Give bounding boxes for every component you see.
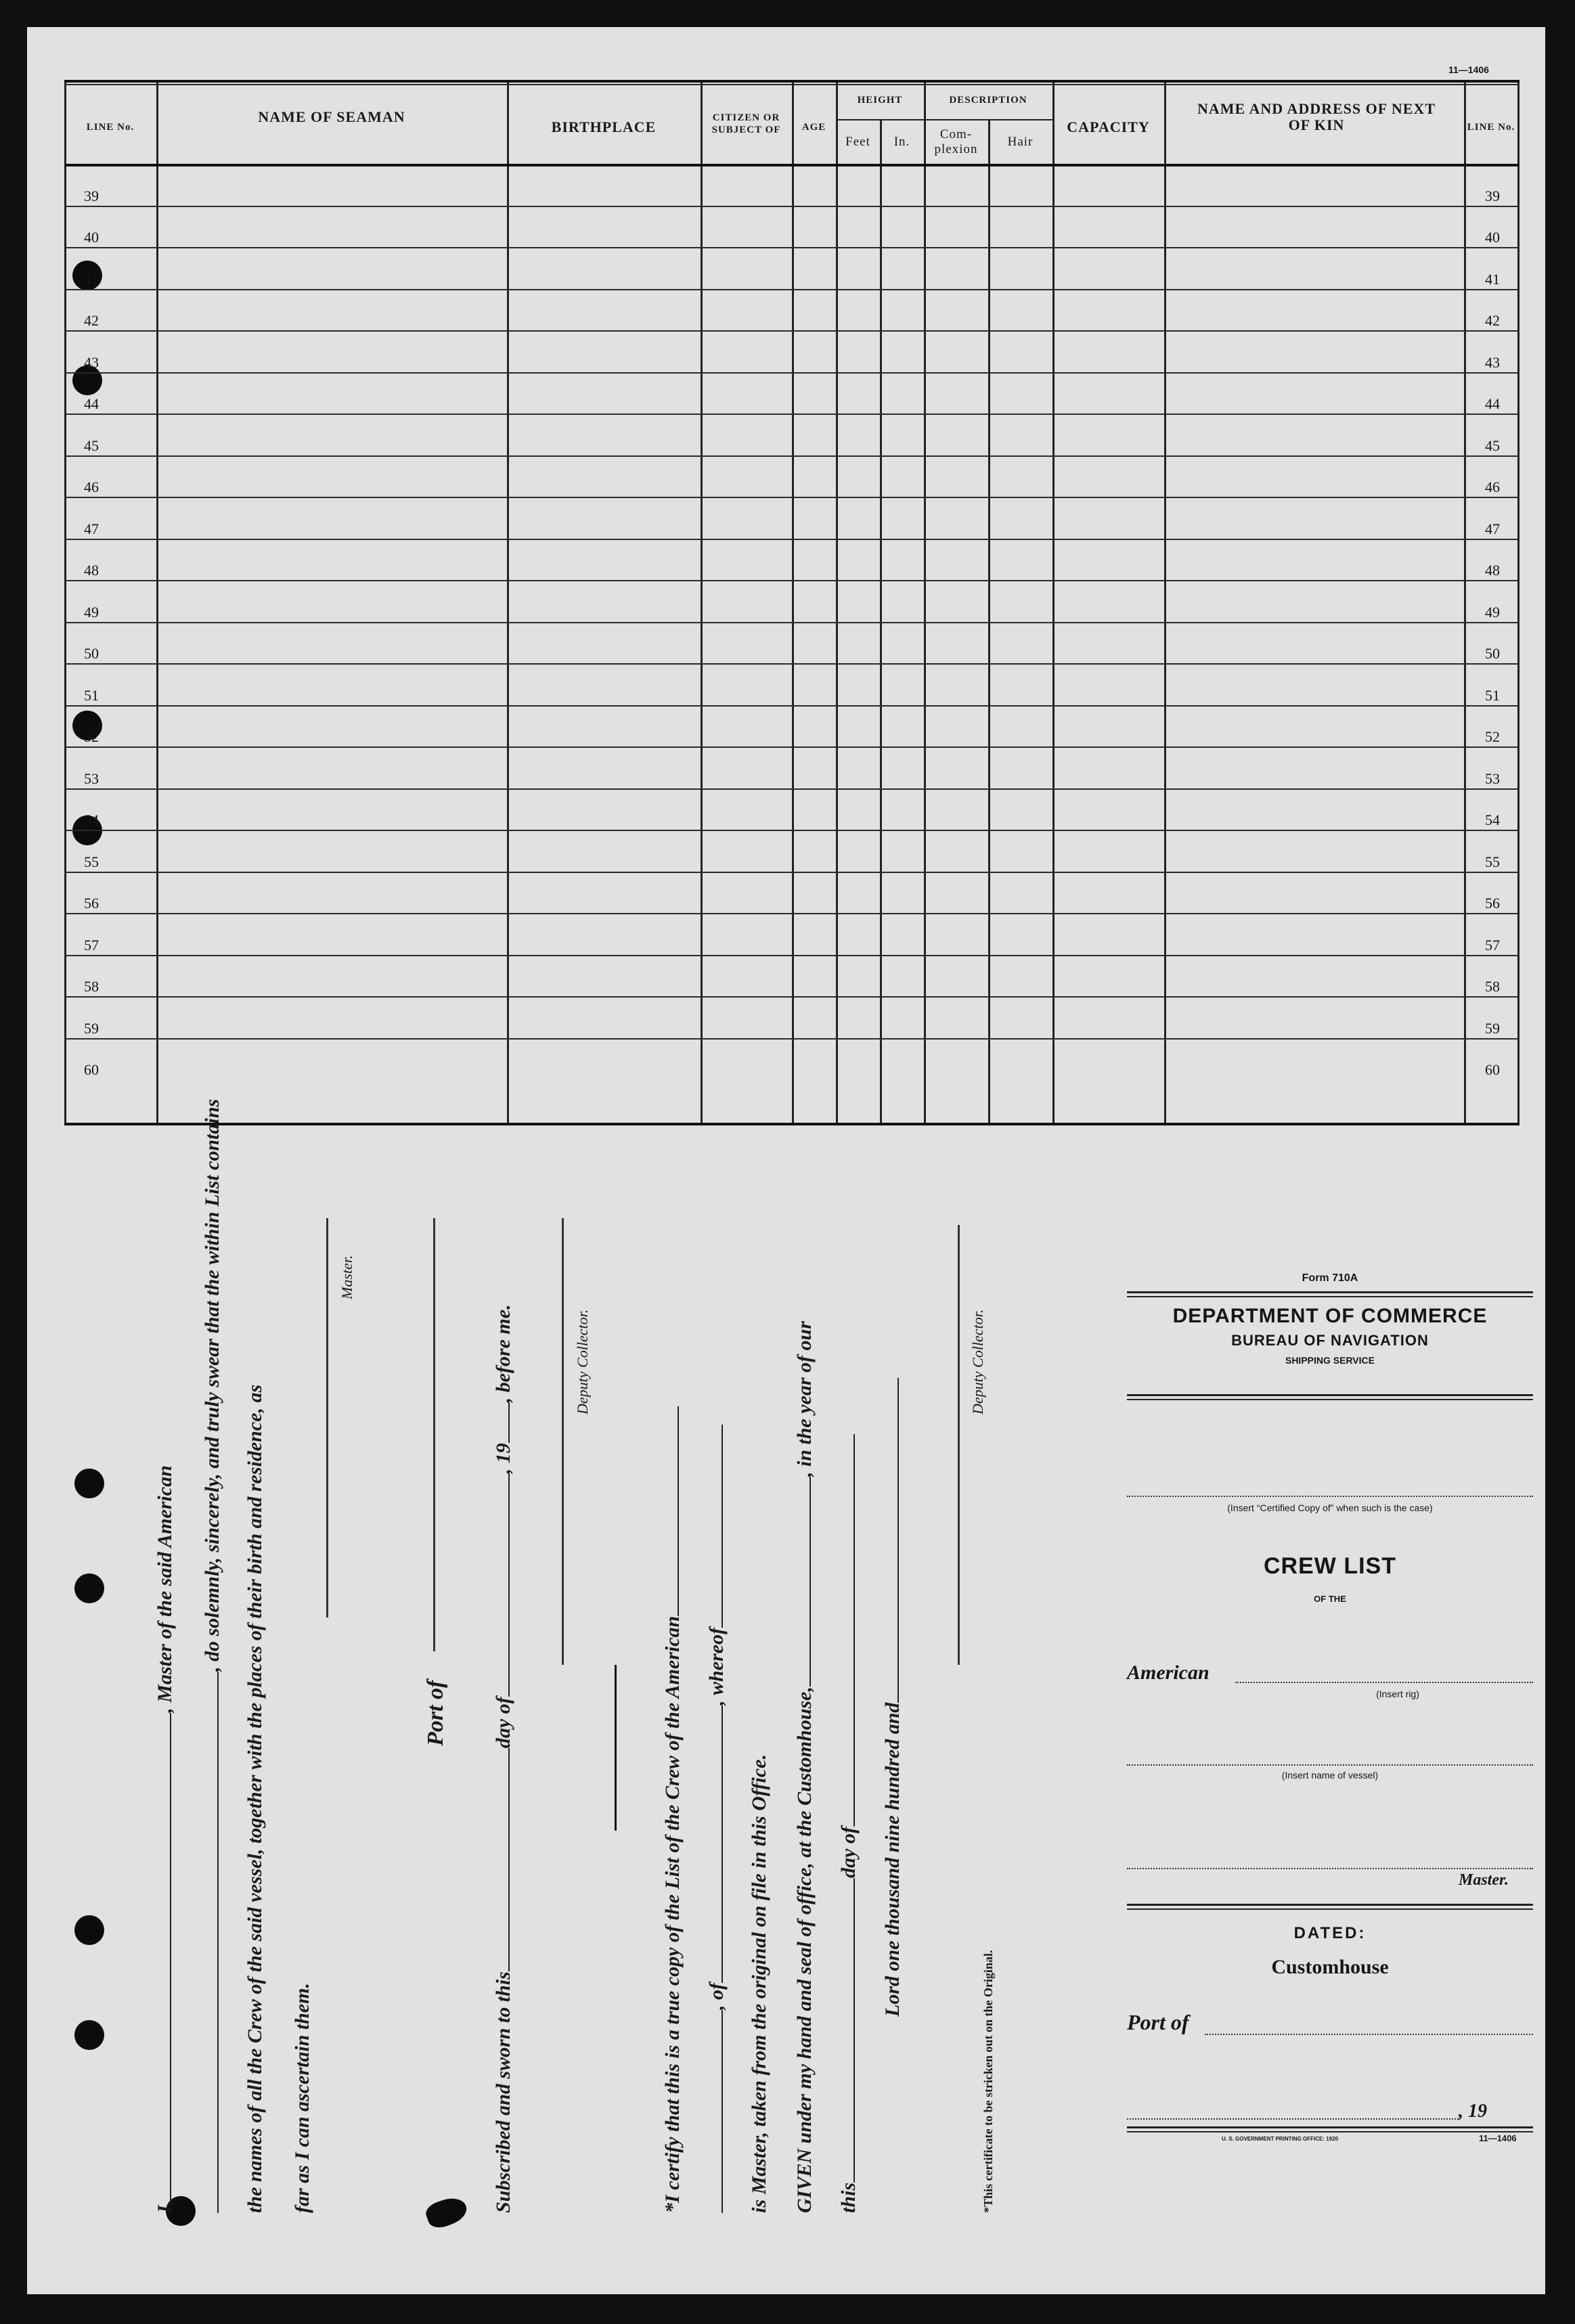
line-number-right: 49 (1485, 603, 1500, 621)
line-number-left: 59 (84, 1019, 99, 1037)
height-header: HEIGHT (857, 95, 903, 106)
line-number-left: 44 (84, 395, 99, 412)
row-rule (64, 580, 1519, 581)
line-number-right: 46 (1485, 478, 1500, 495)
punch-hole (74, 1915, 104, 1945)
row-rule (64, 330, 1519, 332)
row-rule (64, 663, 1519, 665)
ink-blot (423, 2193, 470, 2231)
cover-rig-blank (1235, 1682, 1533, 1683)
line-number-right: 44 (1485, 395, 1500, 412)
deputy-collector-label-1: Deputy Collector. (574, 1309, 591, 1414)
line-number-right: 60 (1485, 1061, 1500, 1078)
line-number-right: 39 (1485, 187, 1500, 204)
line-number-right: 50 (1485, 645, 1500, 662)
row-rule (64, 830, 1519, 831)
master-signature-line (326, 1218, 328, 1617)
cover-rule (1127, 1394, 1533, 1400)
line-number-left: 42 (84, 312, 99, 329)
cover-rule (1127, 1291, 1533, 1297)
capacity-header: CAPACITY (1067, 118, 1150, 135)
row-rule (64, 746, 1519, 748)
line-number-left: 39 (84, 187, 99, 204)
cover-insert-certified: (Insert “Certified Copy of” when such is the case) (1227, 1502, 1433, 1513)
birthplace-header: BIRTHPLACE (551, 118, 657, 135)
row-rule (64, 872, 1519, 873)
line-number-left: 57 (84, 936, 99, 954)
line-number-right: 41 (1485, 270, 1500, 288)
row-rule (64, 455, 1519, 457)
row-rule (64, 955, 1519, 956)
certificate-line-4: GIVEN under my hand and seal of office, at the Customhouse,, in the year of our (793, 1321, 816, 2213)
line-number-right: 40 (1485, 229, 1500, 246)
line-number-right: 55 (1485, 853, 1500, 870)
cover-customhouse: Customhouse (1271, 1956, 1389, 1978)
cover-panel (1113, 1272, 1545, 2172)
row-rule (64, 539, 1519, 540)
row-rule (64, 996, 1519, 998)
certificate-line-5: thisday of (836, 1434, 860, 2213)
line-number-left: 46 (84, 478, 99, 495)
row-rule (64, 913, 1519, 914)
certificate-footnote: *This certificate to be stricken out on the Original. (981, 1950, 995, 2213)
line-number-left: 56 (84, 895, 99, 912)
row-rule (64, 1038, 1519, 1040)
line-number-left: 58 (84, 978, 99, 995)
punch-hole (74, 2020, 104, 2050)
line-no-header-right: LINE No. (1467, 122, 1515, 133)
line-number-right: 42 (1485, 312, 1500, 329)
line-number-right: 59 (1485, 1019, 1500, 1037)
description-header: DESCRIPTION (949, 95, 1027, 106)
line-number-left: 50 (84, 645, 99, 662)
form-code-top: 11—1406 (1448, 64, 1489, 75)
line-number-left: 52 (84, 728, 99, 745)
line-number-left: 51 (84, 686, 99, 704)
certificate-line-3: is Master, taken from the original on file in this Office. (748, 1754, 770, 2213)
certificate-line-1: *I certify that this is a true copy of the List of the Crew of the American (660, 1406, 684, 2213)
port-line (433, 1218, 435, 1651)
line-number-left: 41 (84, 270, 99, 288)
cover-year: , 19 (1459, 2101, 1487, 2122)
line-number-right: 53 (1485, 769, 1500, 787)
cover-port-of: Port of (1127, 2010, 1189, 2034)
master-label: Master. (338, 1255, 355, 1299)
cover-master: Master. (1459, 1871, 1509, 1889)
cover-vessel-blank (1127, 1764, 1533, 1766)
name-of-seaman-header: NAME OF SEAMAN (258, 108, 405, 125)
port-of-label: Port of (423, 1680, 448, 1746)
age-header: AGE (801, 122, 826, 133)
punch-hole (74, 1573, 104, 1603)
cover-date-blank (1127, 2118, 1459, 2120)
line-number-left: 40 (84, 229, 99, 246)
line-number-right: 56 (1485, 895, 1500, 912)
crew-list-page (27, 27, 1545, 2294)
line-number-left: 45 (84, 437, 99, 454)
deputy-collector-line-2 (958, 1225, 960, 1665)
line-number-right: 52 (1485, 728, 1500, 745)
row-rule (64, 497, 1519, 498)
row-rule (64, 206, 1519, 207)
row-rule (64, 414, 1519, 415)
deputy-collector-line-1 (562, 1218, 564, 1665)
line-number-left: 47 (84, 520, 99, 537)
line-number-right: 58 (1485, 978, 1500, 995)
line-number-right: 51 (1485, 686, 1500, 704)
cover-title: CREW LIST (1264, 1553, 1396, 1579)
line-no-header-left: LINE No. (86, 122, 135, 133)
inches-header: In. (893, 135, 910, 149)
cover-american: American (1127, 1661, 1210, 1684)
line-number-right: 43 (1485, 353, 1500, 371)
oath-line-2: , do solemnly, sincerely, and truly swear that the within List contains (200, 1099, 224, 2213)
hair-header: Hair (1007, 135, 1034, 149)
row-rule (64, 289, 1519, 290)
complexion-header: Com- plexion (934, 127, 978, 156)
certificate-line-6: Lord one thousand nine hundred and (880, 1378, 904, 2017)
cover-dated: DATED: (1293, 1924, 1367, 1942)
row-rule (64, 622, 1519, 623)
line-number-right: 48 (1485, 562, 1500, 579)
cover-rule (1127, 1904, 1533, 1910)
cover-bureau: BUREAU OF NAVIGATION (1231, 1332, 1429, 1349)
cover-form-number: Form 710A (1302, 1272, 1358, 1284)
cover-insert-vessel: (Insert name of vessel) (1281, 1770, 1379, 1781)
row-rule (64, 788, 1519, 790)
citizen-header: CITIZEN OR SUBJECT OF (711, 112, 781, 135)
line-number-left: 43 (84, 353, 99, 371)
cover-rule (1127, 2126, 1533, 2132)
cover-certified-blank (1127, 1496, 1533, 1497)
line-number-left: 53 (84, 769, 99, 787)
crew-table (64, 80, 1519, 1125)
punch-hole (74, 1469, 104, 1498)
cover-form-code: 11—1406 (1479, 2133, 1517, 2143)
line-number-right: 47 (1485, 520, 1500, 537)
row-rule (64, 372, 1519, 374)
cover-printer: U. S. GOVERNMENT PRINTING OFFICE: 1920 (1222, 2136, 1339, 2142)
line-number-left: 55 (84, 853, 99, 870)
oath-line-1: I,, Master of the said American (154, 1465, 176, 2213)
line-number-left: 60 (84, 1061, 99, 1078)
subscribed-line: Subscribed and sworn to thisday of, 19, before me. (492, 1304, 514, 2213)
line-number-right: 45 (1485, 437, 1500, 454)
cover-insert-rig: (Insert rig) (1376, 1689, 1419, 1699)
line-number-left: 54 (84, 811, 99, 828)
line-number-right: 54 (1485, 811, 1500, 828)
oath-line-3: the names of all the Crew of the said vessel, together with the places of their birth and residence, as (244, 1384, 266, 2213)
cover-port-blank (1205, 2034, 1533, 2035)
cover-department: DEPARTMENT OF COMMERCE (1172, 1305, 1488, 1327)
cover-master-blank (1127, 1868, 1533, 1869)
cover-service: SHIPPING SERVICE (1285, 1355, 1375, 1366)
line-number-left: 48 (84, 562, 99, 579)
row-rule (64, 705, 1519, 707)
deputy-collector-label-2: Deputy Collector. (969, 1309, 986, 1414)
feet-header: Feet (845, 135, 870, 149)
cover-of-the: OF THE (1314, 1594, 1346, 1604)
certificate-line-2: , of, whereof (704, 1425, 728, 2213)
oath-line-4: far as I can ascertain them. (291, 1982, 313, 2213)
next-of-kin-header: NAME AND ADDRESS OF NEXT OF KIN (1197, 100, 1436, 133)
line-number-right: 57 (1485, 936, 1500, 954)
row-rule (64, 247, 1519, 248)
line-number-left: 49 (84, 603, 99, 621)
divider-rule (615, 1665, 617, 1831)
